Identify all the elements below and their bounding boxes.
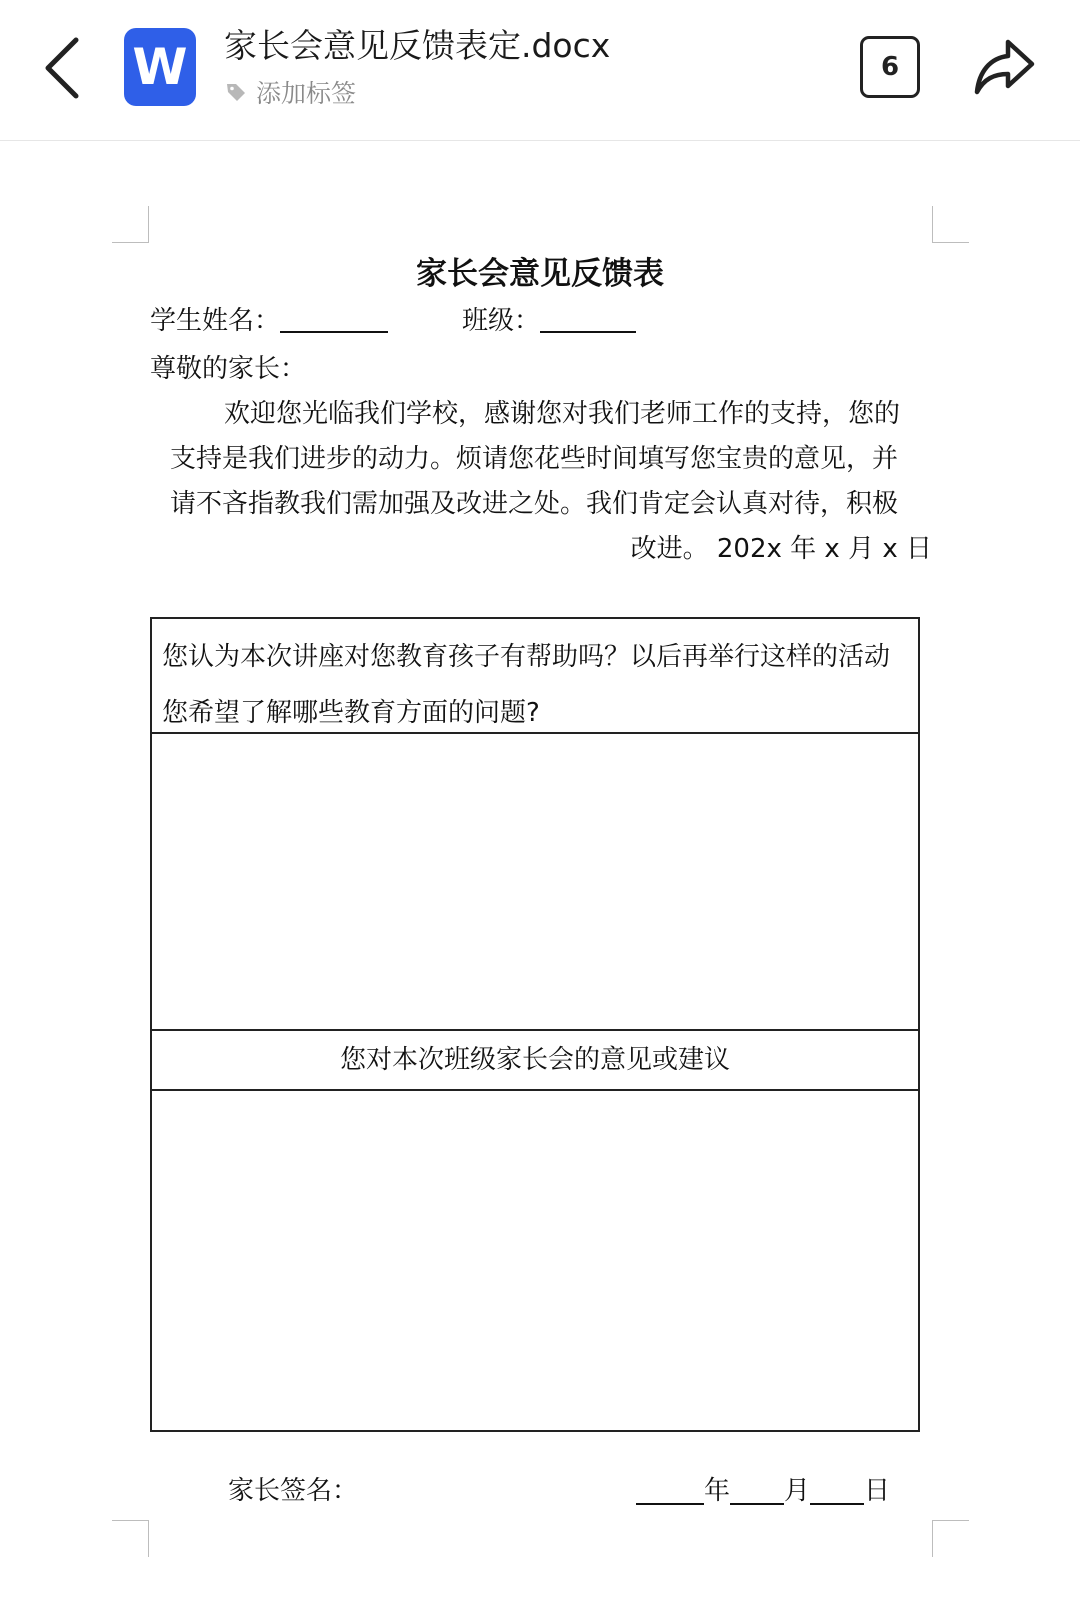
intro-line: 欢迎您光临我们学校，感谢您对我们老师工作的支持，您的 bbox=[224, 399, 901, 429]
greeting: 尊敬的家长： bbox=[150, 354, 307, 384]
page-corner-mark bbox=[112, 206, 149, 243]
question-1-cell: 您认为本次讲座对您教育孩子有帮助吗？以后再举行这样的活动您希望了解哪些教育方面的问题? bbox=[152, 619, 918, 734]
answer-2-cell bbox=[152, 1091, 918, 1430]
word-file-icon: W bbox=[124, 28, 196, 106]
add-tag-button[interactable] bbox=[224, 74, 356, 110]
top-bar bbox=[0, 0, 1080, 141]
page-corner-mark bbox=[932, 206, 969, 243]
year-blank bbox=[636, 1473, 704, 1505]
month-blank bbox=[730, 1473, 784, 1505]
file-name: 家长会意见反馈表定.docx bbox=[224, 26, 611, 65]
parent-signature-label: 家长签名： bbox=[228, 1476, 359, 1506]
feedback-table bbox=[150, 617, 920, 1432]
page-corner-mark bbox=[112, 1520, 149, 1557]
class-label: 班级： bbox=[462, 306, 541, 336]
answer-1-cell bbox=[152, 734, 918, 1031]
month-label: 月 bbox=[784, 1476, 811, 1506]
intro-line: 请不吝指教我们需加强及改进之处。我们肯定会认真对待，积极 bbox=[170, 489, 899, 519]
page-corner-mark bbox=[932, 1520, 969, 1557]
student-name-blank bbox=[280, 303, 388, 333]
day-label: 日 bbox=[864, 1476, 891, 1506]
class-field bbox=[462, 300, 636, 337]
class-blank bbox=[540, 303, 636, 333]
share-button[interactable] bbox=[972, 34, 1038, 100]
year-label: 年 bbox=[704, 1476, 731, 1506]
add-tag-label: 添加标签 bbox=[256, 79, 357, 108]
student-name-field bbox=[150, 300, 388, 337]
intro-line: 支持是我们进步的动力。烦请您花些时间填写您宝贵的意见，并 bbox=[170, 444, 899, 474]
question-2-cell: 您对本次班级家长会的意见或建议 bbox=[152, 1031, 918, 1091]
share-icon bbox=[972, 34, 1038, 100]
signature-date bbox=[636, 1470, 890, 1507]
day-blank bbox=[810, 1473, 864, 1505]
student-name-label: 学生姓名： bbox=[150, 306, 281, 336]
chevron-left-icon bbox=[36, 32, 92, 104]
intro-line-date: 改进。 202x 年 x 月 x 日 bbox=[630, 534, 932, 564]
page-count-button[interactable]: 6 bbox=[860, 36, 920, 98]
document-title: 家长会意见反馈表 bbox=[416, 256, 664, 292]
back-button[interactable] bbox=[36, 32, 92, 104]
tag-icon bbox=[224, 80, 248, 104]
